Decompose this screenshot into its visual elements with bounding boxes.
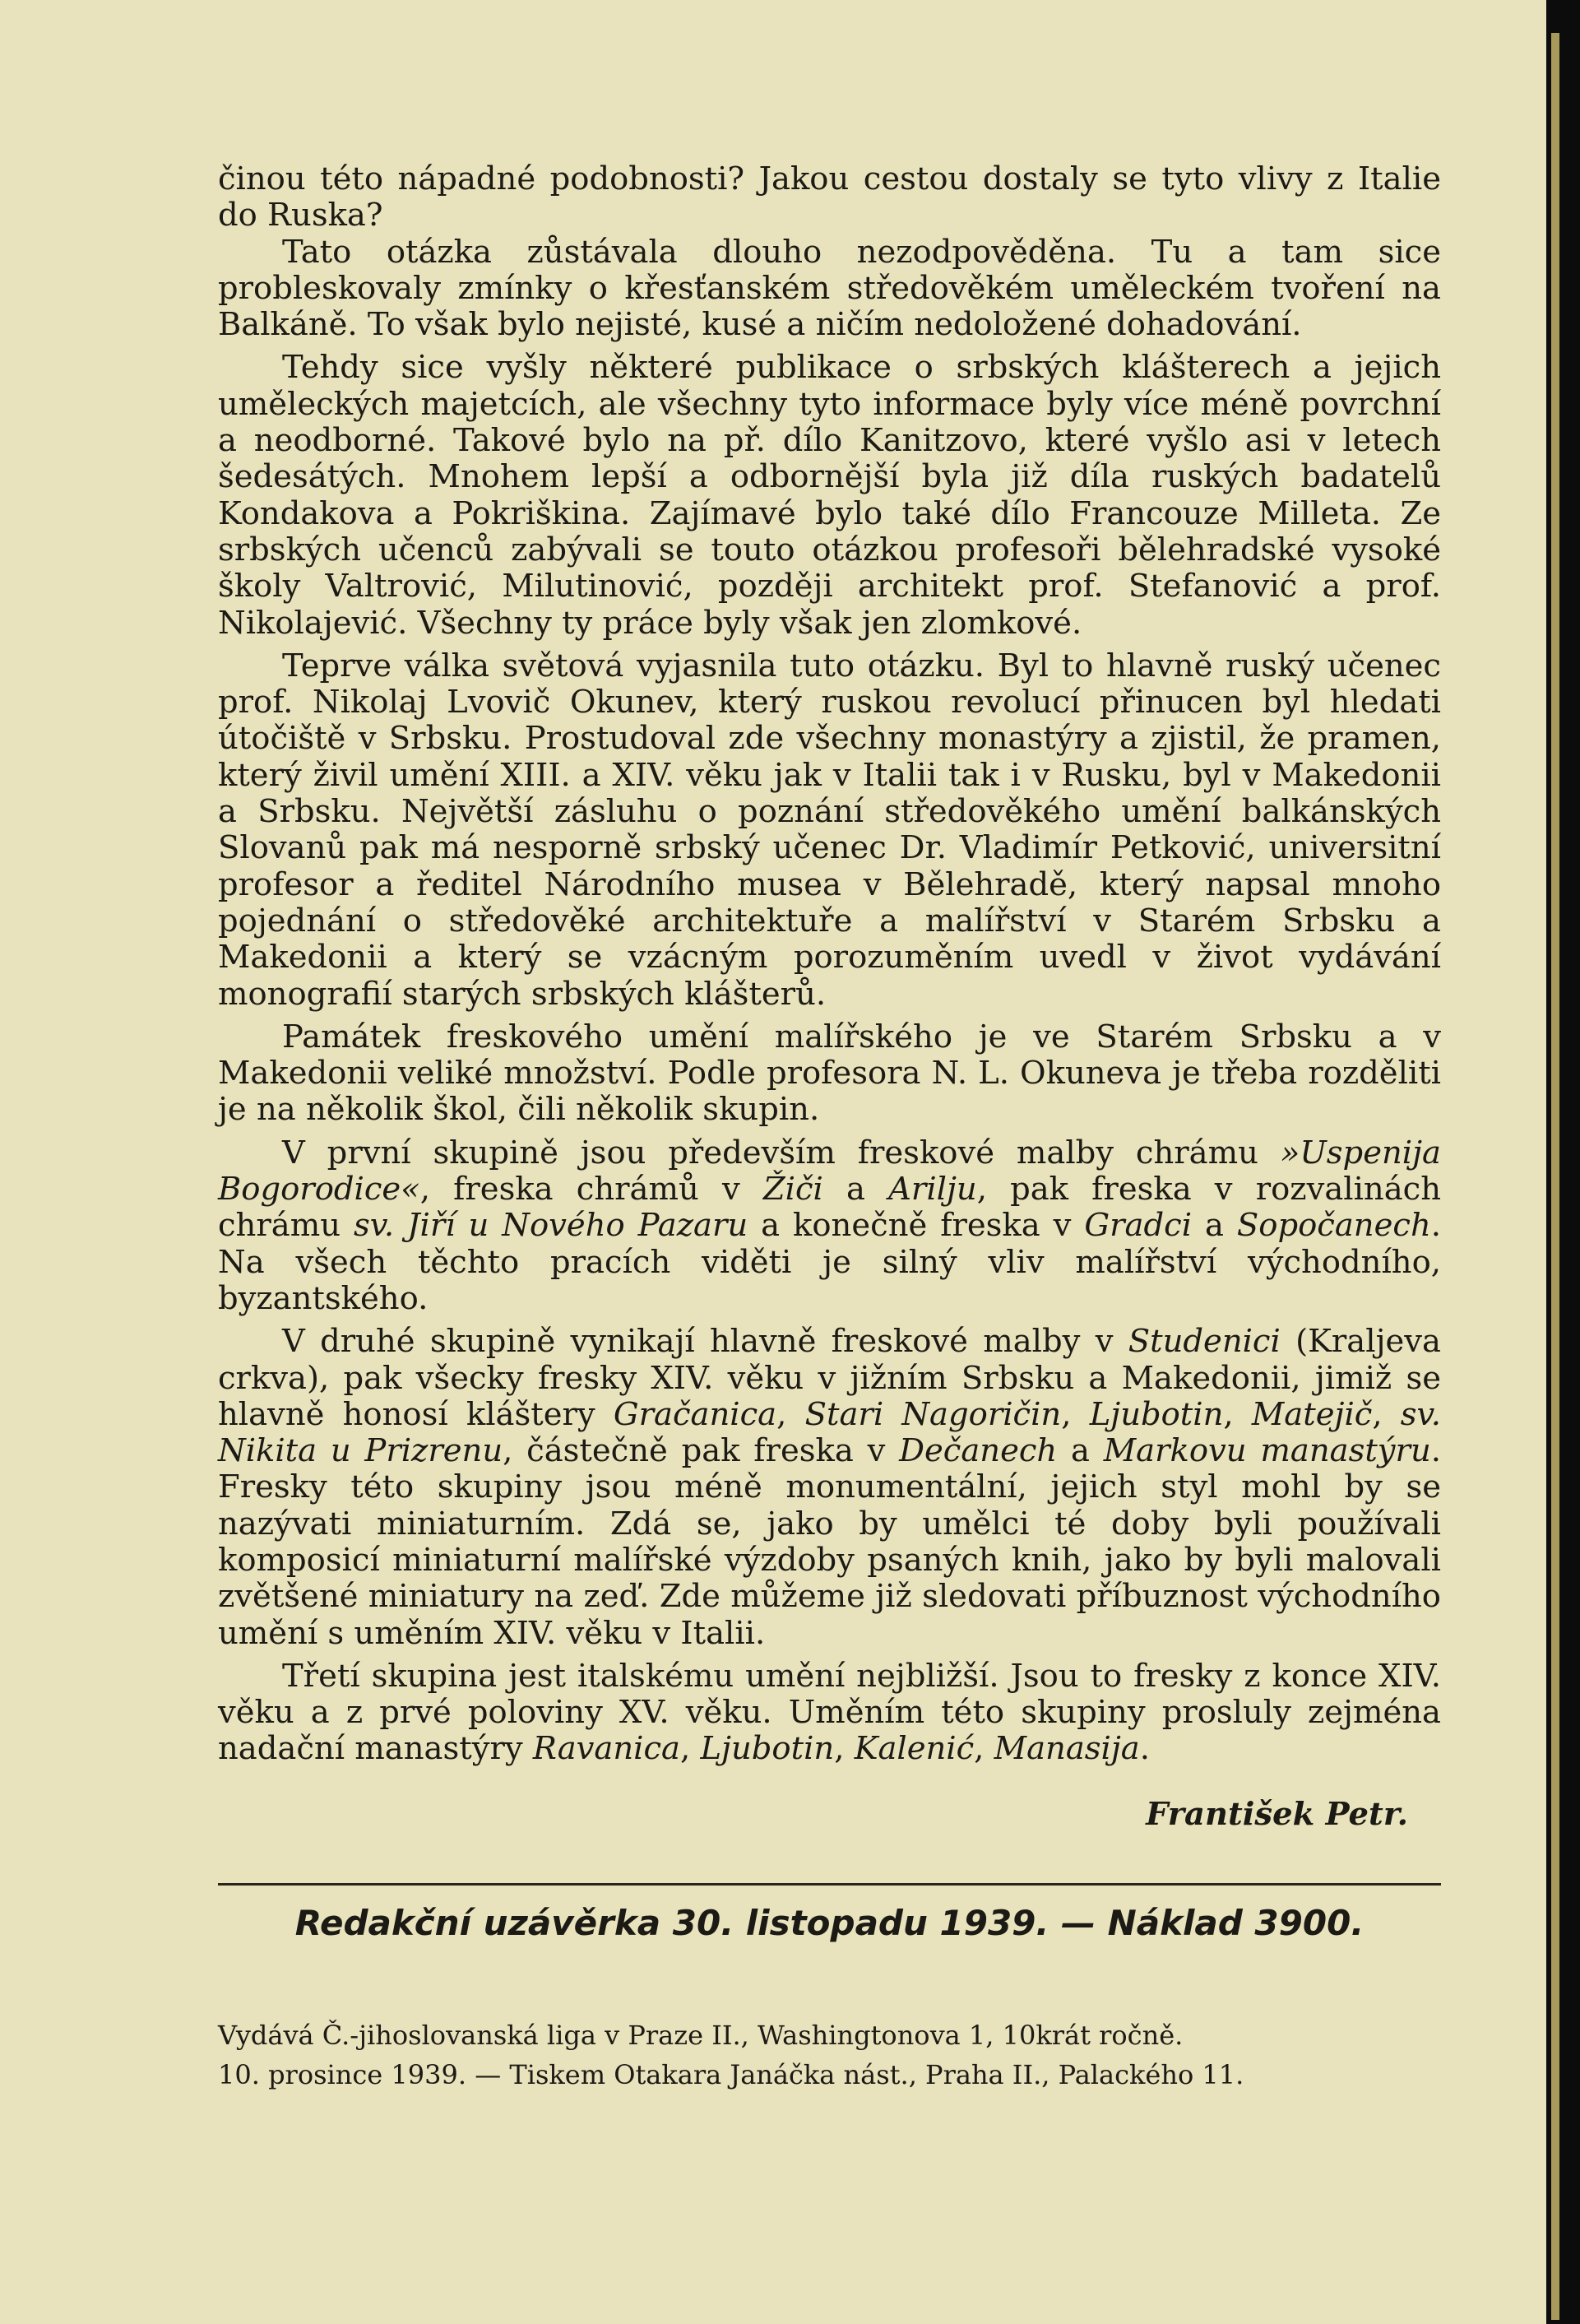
place-markovu-manastyru: Markovu manastýru <box>1103 1432 1431 1470</box>
p6-text-b: , freska chrámů v <box>419 1171 763 1208</box>
place-sv-jiri: sv. Jiří u Nového Pazaru <box>353 1207 748 1245</box>
place-ravanica: Ravanica <box>532 1730 680 1768</box>
author-signature: František Petr. <box>1146 1796 1408 1833</box>
p7-text-d: a <box>1057 1432 1104 1470</box>
p6-text-c: a <box>822 1171 889 1208</box>
article-body <box>218 161 1441 1768</box>
place-ljubotin: Ljubotin <box>1089 1395 1224 1433</box>
p7-sep-1: , <box>776 1395 805 1433</box>
place-kalenic: Kalenić <box>854 1730 975 1768</box>
p7-text-a: V druhé skupině vynikají hlavně freskové malby v <box>282 1323 1128 1361</box>
paragraph-2: Tato otázka zůstávala dlouho nezodpověděna. Tu a tam sice probleskovaly zmínky o křesťanském středověkém uměleckém tvoření na Balkáně. To však bylo nejisté, kusé a ničím nedoložené dohadování. <box>218 233 1441 344</box>
p7-sep-2: , <box>1061 1395 1090 1433</box>
imprint-line-1: Vydává Č.-jihoslovanská liga v Praze II., Washingtonova 1, 10krát ročně. <box>218 2020 1184 2051</box>
paragraph-4: Teprve válka světová vyjasnila tuto otázku. Byl to hlavně ruský učenec prof. Nikolaj Lvovič Okunev, který ruskou revolucí přinucen byl hledati útočiště v Srbsku. Prostudoval zde všechny monastýry a zjistil, že pramen, který živil umění XIII. a XIV. věku jak v Italii tak i v Rusku, byl v Makedonii a Srbsku. Největší zásluhu o poznání středověkého umění balkánských Slovanů pak má nesporně srbský učenec Dr. Vladimír Petković, universitní profesor a ředitel Národního musea v Bělehradě, který napsal mnoho pojednání o středověké architektuře a malířství v Starém Srbsku a Makedonii a který se vzácným porozuměním uvedl v život vydávání monografií starých srbských klášterů. <box>218 647 1441 1013</box>
paragraph-6 <box>218 1135 1441 1317</box>
place-gradci: Gradci <box>1084 1207 1193 1245</box>
place-arilju: Arilju <box>888 1171 977 1208</box>
p6-text-e: a konečně freska v <box>748 1207 1085 1245</box>
place-gracanica: Gračanica <box>613 1395 777 1433</box>
p6-text-g: . Na všech těchto pracích viděti je silný vliv malířství východního, byzantského. <box>218 1207 1441 1317</box>
place-uspenija-bogorodice: »Uspenija Bogorodice« <box>218 1134 1441 1208</box>
p6-text-a: V první skupině jsou především freskové malby chrámu <box>282 1134 1281 1171</box>
p7-sep-4: , <box>1372 1395 1401 1433</box>
place-stari-nagoricin: Stari Nagoričin <box>804 1395 1062 1433</box>
p7-sep-3: , <box>1223 1395 1252 1433</box>
p7-text-e: . Fresky této skupiny jsou méně monumentální, jejich styl mohl by se nazývati miniaturním. Zdá se, jako by umělci té doby byli používali komposicí miniaturní malířské výzdoby psaných knih, jako by byli malovali zvětšené miniatury na zeď. Zde můžeme již sledovati příbuznost východního umění s uměním XIV. věku v Italii. <box>218 1432 1442 1652</box>
p8-end: . <box>1139 1730 1150 1768</box>
p6-text-f: a <box>1192 1207 1237 1245</box>
publisher-imprint <box>218 2016 1441 2094</box>
p7-text-b: (Kraljeva crkva), pak všecky fresky XIV. věku v jižním Srbsku a Makedonii, jimiž se hlavně honosí kláštery <box>218 1323 1441 1433</box>
place-matejic: Matejič <box>1251 1395 1373 1433</box>
page-edge-strip <box>1551 33 1559 2320</box>
paragraph-5: Památek freskového umění malířského je ve Starém Srbsku a v Makedonii veliké množství. Podle profesora N. L. Okuneva je třeba rozděliti je na několik škol, čili několik skupin. <box>218 1018 1441 1129</box>
p8-sep-1: , <box>680 1730 701 1768</box>
paragraph-3: Tehdy sice vyšly některé publikace o srbských klášterech a jejich uměleckých majetcích, ale všechny tyto informace byly více méně povrchní a neodborné. Takové bylo na př. dílo Kanitzovo, které vyšlo asi v letech šedesátých. Mnohem lepší a odbornější byla již díla ruských badatelů Kondakova a Pokriškina. Zajímavé bylo také dílo Francouze Milleta. Ze srbských učenců zabývali se touto otázkou profesoři bělehradské vysoké školy Valtrović, Milutinović, později architekt prof. Stefanović a prof. Nikolajević. Všechny ty práce byly však jen zlomkové. <box>218 349 1441 642</box>
p7-text-c: , částečně pak freska v <box>503 1432 900 1470</box>
place-sopocanech: Sopočanech <box>1236 1207 1431 1245</box>
imprint-line-2: 10. prosince 1939. — Tiskem Otakara Janáčka nást., Praha II., Palackého 11. <box>218 2059 1244 2090</box>
place-decanech: Dečanech <box>899 1432 1058 1470</box>
horizontal-divider <box>218 1883 1441 1886</box>
paragraph-7 <box>218 1324 1441 1652</box>
place-manasija: Manasija <box>994 1730 1140 1768</box>
p6-text-d: , pak freska v rozvalinách chrámu <box>218 1171 1442 1245</box>
place-ljubotin-2: Ljubotin <box>700 1730 835 1768</box>
p8-sep-3: , <box>974 1730 994 1768</box>
editorial-closing-note: Redakční uzávěrka 30. listopadu 1939. — Náklad 3900. <box>294 1903 1365 1943</box>
paragraph-1: činou této nápadné podobnosti? Jakou cestou dostaly se tyto vlivy z Italie do Ruska? <box>218 160 1441 234</box>
place-zici: Žiči <box>762 1171 823 1208</box>
paragraph-8 <box>218 1658 1441 1768</box>
p8-text-a: Třetí skupina jest italskému umění nejbližší. Jsou to fresky z konce XIV. věku a z prvé poloviny XV. věku. Uměním této skupiny prosluly zejména nadační manastýry <box>218 1657 1441 1768</box>
place-sv-nikita: sv. Nikita u Prizrenu <box>218 1395 1441 1470</box>
place-studenici: Studenici <box>1128 1323 1281 1361</box>
p8-sep-2: , <box>834 1730 855 1768</box>
